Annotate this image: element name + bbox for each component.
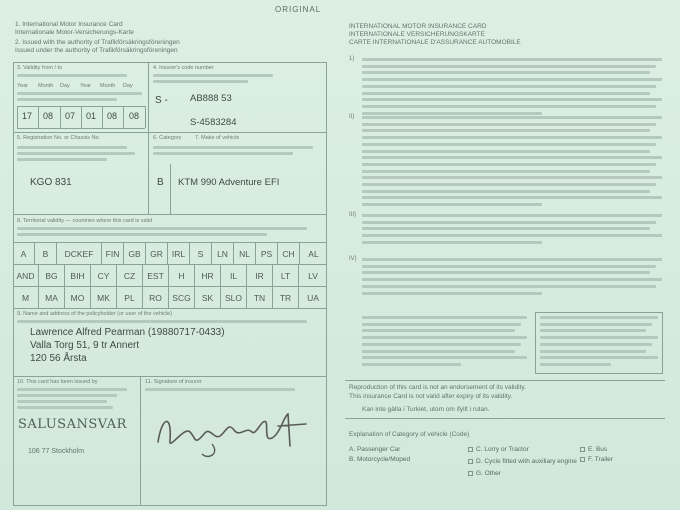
fine-print-line: [362, 278, 662, 281]
policy-number: S-4583284: [190, 117, 237, 128]
fine-print-line: [362, 203, 542, 206]
fine-print-line: [362, 105, 656, 108]
fine-print-line: [362, 150, 650, 153]
fine-print-line: [362, 271, 650, 274]
footer-line-3: Kan inte gälla i Turkiet, utom om ifyllt i rutan.: [362, 406, 490, 413]
fine-print-line: [362, 196, 662, 199]
fine-print-line: [362, 265, 656, 268]
country-code-hr: HR: [195, 265, 221, 286]
fine-print-line: [362, 343, 521, 346]
validity-sublabel-2: Month: [38, 83, 54, 89]
paragraph-4-number: IV): [349, 256, 357, 262]
country-code-il: IL: [221, 265, 247, 286]
fine-print-line: [362, 170, 650, 173]
fine-print-line: [362, 190, 650, 193]
left-title-line-4: Issued under the authority of Trafikförsäkringsföreningen: [15, 47, 178, 54]
country-code-s: S: [190, 243, 212, 264]
fine-print-line: [362, 98, 662, 101]
policyholder-city: 120 56 Årsta: [30, 353, 87, 364]
fine-print-line: [362, 136, 662, 139]
fine-print-line: [362, 292, 542, 295]
country-code-a: A: [13, 243, 35, 264]
fine-print-line: [362, 214, 662, 217]
country-code-lv: LV: [308, 270, 318, 281]
vehicle-make: KTM 990 Adventure EFI: [178, 177, 280, 188]
category-b: B. Motorcycle/Moped: [349, 456, 411, 463]
fine-print-line: [362, 116, 662, 119]
section4-label: 4. Insurer's code number: [153, 65, 214, 71]
category-g: G. Other: [468, 470, 501, 477]
country-code-pl: PL: [117, 287, 143, 308]
category-a: A. Passenger Car: [349, 446, 401, 453]
fine-print-line: [362, 156, 662, 159]
validity-sublabel-3: Day: [60, 83, 70, 89]
valid-to-day: 08: [129, 111, 140, 121]
fine-print-line: [362, 350, 515, 353]
country-code-ir: IR: [247, 265, 273, 286]
registration-number: KGO 831: [30, 177, 72, 188]
country-code-bg: BG: [39, 265, 65, 286]
validity-sublabel-4: Year: [80, 83, 92, 89]
country-code-dckef: DCKEF: [57, 243, 102, 264]
fine-print-line: [362, 65, 656, 68]
fine-print-line: [362, 123, 656, 126]
right-title-line-2: INTERNATIONALE VERSICHERUNGSKARTE: [349, 31, 485, 38]
country-code-ua: UA: [307, 292, 319, 303]
country-code-cy: CY: [91, 265, 117, 286]
fine-print-line: [362, 129, 650, 132]
paragraph-1-number: 1): [349, 56, 355, 62]
country-code-bih: BIH: [65, 265, 91, 286]
country-code-cz: CZ: [117, 265, 143, 286]
insurer-country-code: S -: [155, 95, 168, 106]
country-code-fin: FIN: [102, 243, 124, 264]
validity-sublabel-1: Year: [17, 83, 29, 89]
fine-print-line: [362, 363, 461, 366]
insurer-code: AB888 53: [190, 93, 232, 104]
fine-print-line: [362, 241, 542, 244]
policyholder-name: Lawrence Alfred Pearman (19880717-0433): [30, 327, 225, 338]
fine-print-line: [362, 78, 662, 81]
fine-print-line: [362, 143, 656, 146]
vehicle-category-code: B: [157, 177, 164, 188]
fine-print-line: [362, 227, 650, 230]
country-code-slo: SLO: [221, 287, 247, 308]
section10-label: 10. This card has been issued by: [17, 379, 98, 385]
fine-print-line: [362, 176, 662, 179]
country-code-tr: TR: [273, 287, 299, 308]
fine-print-line: [362, 316, 527, 319]
salusansvar-logo: SALUSANSVAR: [18, 417, 127, 432]
country-code-sk: SK: [195, 287, 221, 308]
valid-to-month: 08: [107, 111, 118, 121]
section5-label: 5. Registration No. or Chassis No.: [17, 135, 101, 141]
fine-print-line: [362, 183, 656, 186]
footer-line-1: Reproduction of this card is not an endorsement of its validity.: [349, 384, 526, 391]
fine-print-line: [362, 234, 662, 237]
section7-label: 7. Make of vehicle: [195, 135, 240, 141]
valid-from-day: 07: [65, 111, 76, 121]
left-title-line-3: 2. Issued with the authority of Trafikförsäkringsföreningen: [15, 39, 180, 46]
fine-print-line: [362, 356, 527, 359]
section3-label: 3. Validity from / to: [17, 65, 63, 71]
left-title-line-1: 1. International Motor Insurance Card: [15, 21, 123, 28]
category-e: E. Bus: [580, 446, 607, 453]
fine-print-line: [362, 323, 521, 326]
country-code-gb: GB: [124, 243, 146, 264]
fine-print-line: [362, 258, 662, 261]
fine-print-line: [362, 329, 515, 332]
fine-print-line: [362, 71, 650, 74]
insurer-signature: [150, 396, 320, 466]
fine-print-line: [362, 92, 650, 95]
issuer-address: 106 77 Stockholm: [28, 448, 85, 455]
validity-sublabel-6: Day: [123, 83, 133, 89]
section11-label: 11. Signature of insurer: [145, 379, 202, 385]
right-title-line-3: CARTE INTERNATIONALE D'ASSURANCE AUTOMOBILE: [349, 39, 521, 46]
category-c: C. Lorry or Tractor: [468, 446, 529, 453]
country-code-mo: MO: [65, 287, 91, 308]
policyholder-street: Valla Torg 51, 9 tr Annert: [30, 340, 140, 351]
original-label: ORIGINAL: [275, 5, 322, 14]
country-code-ro: RO: [143, 287, 169, 308]
country-code-m: M: [13, 287, 39, 308]
country-code-b: B: [35, 243, 57, 264]
category-d: D. Cycle fitted with auxiliary engine: [468, 458, 577, 465]
validity-sublabel-5: Month: [100, 83, 116, 89]
country-code-ln: LN: [212, 243, 234, 264]
country-code-lt: LT: [273, 265, 299, 286]
country-code-h: H: [169, 265, 195, 286]
left-title-line-2: Internationale Motor-Versicherungs-Karte: [15, 29, 134, 36]
category-explanation-label: Explanation of Category of vehicle (Code): [349, 431, 470, 438]
fine-print-line: [362, 58, 662, 61]
country-code-mk: MK: [91, 287, 117, 308]
country-code-and: AND: [13, 265, 39, 286]
country-code-ch: CH: [278, 243, 300, 264]
country-code-ps: PS: [256, 243, 278, 264]
section9-label: 9. Name and address of the policyholder (or user of the vehicle): [17, 311, 172, 317]
fine-print-line: [362, 112, 542, 115]
country-code-tn: TN: [247, 287, 273, 308]
fine-print-line: [362, 85, 656, 88]
country-code-irl: IRL: [168, 243, 190, 264]
right-title-line-1: INTERNATIONAL MOTOR INSURANCE CARD: [349, 23, 487, 30]
fine-print-line: [362, 336, 527, 339]
fine-print-line: [362, 163, 656, 166]
section6-label: 6. Category: [153, 135, 182, 141]
valid-to-year: 01: [86, 111, 97, 121]
valid-from-year: 17: [22, 111, 33, 121]
country-code-al: AL: [308, 248, 319, 259]
category-f: F. Trailer: [580, 456, 613, 463]
country-code-nl: NL: [234, 243, 256, 264]
country-code-est: EST: [143, 265, 169, 286]
fine-print-line: [362, 285, 656, 288]
paragraph-2-number: II): [349, 114, 355, 120]
country-code-gr: GR: [146, 243, 168, 264]
fine-print-line: [362, 221, 656, 224]
country-code-scg: SCG: [169, 287, 195, 308]
paragraph-3-number: III): [349, 212, 356, 218]
country-code-ma: MA: [39, 287, 65, 308]
footer-line-2: This insurance Card is not valid after expiry of its validity.: [349, 393, 513, 400]
valid-from-month: 08: [43, 111, 54, 121]
section8-label: 8. Territorial validity — countries where this card is valid: [17, 218, 153, 224]
right-inner-box: [535, 312, 663, 374]
